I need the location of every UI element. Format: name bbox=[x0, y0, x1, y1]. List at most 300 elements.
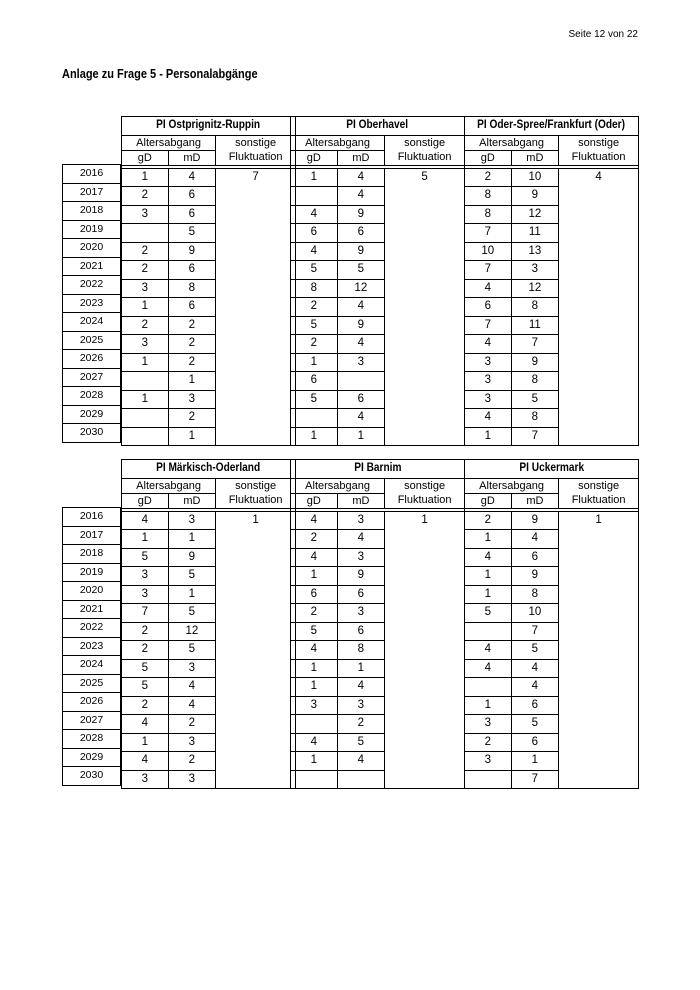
md-cell: 4 bbox=[337, 298, 385, 317]
year-row bbox=[63, 220, 121, 239]
year-cell: 2029 bbox=[63, 748, 121, 767]
md-cell: 7 bbox=[511, 335, 559, 354]
table-row bbox=[465, 187, 639, 206]
header-fluktuation: Fluktuation bbox=[559, 150, 639, 165]
header-md: mD bbox=[337, 493, 385, 508]
page-title: Anlage zu Frage 5 - Personalabgänge bbox=[62, 67, 258, 81]
year-cell: 2030 bbox=[63, 424, 121, 443]
md-cell: 12 bbox=[337, 279, 385, 298]
year-cell: 2019 bbox=[63, 563, 121, 582]
gd-cell: 8 bbox=[465, 187, 512, 206]
unit-table bbox=[290, 459, 465, 789]
unit-name bbox=[122, 117, 296, 136]
table-row bbox=[465, 530, 639, 549]
gd-cell: 4 bbox=[122, 752, 169, 771]
year-row bbox=[63, 582, 121, 601]
fluktuation-cell: 1 bbox=[216, 511, 296, 530]
gd-cell: 3 bbox=[122, 585, 169, 604]
md-cell: 2 bbox=[168, 316, 216, 335]
year-cell: 2021 bbox=[63, 600, 121, 619]
gd-cell: 1 bbox=[291, 678, 338, 697]
gd-cell: 6 bbox=[291, 585, 338, 604]
year-row bbox=[63, 165, 121, 184]
md-cell: 3 bbox=[168, 390, 216, 409]
year-cell: 2026 bbox=[63, 693, 121, 712]
gd-cell bbox=[122, 409, 169, 428]
year-cell: 2016 bbox=[63, 508, 121, 527]
year-column bbox=[62, 164, 121, 443]
md-cell: 4 bbox=[168, 168, 216, 187]
gd-cell bbox=[122, 224, 169, 243]
md-cell: 9 bbox=[168, 242, 216, 261]
gd-cell: 1 bbox=[291, 353, 338, 372]
md-cell: 5 bbox=[168, 567, 216, 586]
year-cell: 2017 bbox=[63, 183, 121, 202]
gd-cell: 3 bbox=[465, 372, 512, 391]
header-altersabgang: Altersabgang bbox=[465, 478, 559, 493]
fluktuation-empty-cell bbox=[216, 530, 296, 789]
gd-cell: 7 bbox=[465, 261, 512, 280]
gd-cell: 1 bbox=[291, 752, 338, 771]
gd-cell: 8 bbox=[291, 279, 338, 298]
year-cell: 2027 bbox=[63, 711, 121, 730]
header-sonstige: sonstige bbox=[559, 135, 639, 150]
unit-table bbox=[121, 116, 296, 446]
gd-cell: 3 bbox=[122, 335, 169, 354]
fluktuation-empty-cell bbox=[559, 530, 639, 789]
md-cell: 1 bbox=[168, 530, 216, 549]
year-row bbox=[63, 637, 121, 656]
year-cell: 2022 bbox=[63, 276, 121, 295]
header-fluktuation: Fluktuation bbox=[385, 493, 465, 508]
fluktuation-empty-cell bbox=[216, 187, 296, 446]
md-cell: 3 bbox=[337, 548, 385, 567]
year-cell: 2027 bbox=[63, 368, 121, 387]
unit-name-text: PI Märkisch-Oderland bbox=[156, 462, 261, 474]
gd-cell: 5 bbox=[291, 622, 338, 641]
gd-cell: 3 bbox=[122, 205, 169, 224]
gd-cell: 8 bbox=[465, 205, 512, 224]
table-row bbox=[465, 168, 639, 187]
md-cell: 4 bbox=[168, 678, 216, 697]
table-row bbox=[122, 187, 296, 206]
md-cell: 8 bbox=[511, 409, 559, 428]
md-cell: 5 bbox=[168, 641, 216, 660]
header-md: mD bbox=[337, 150, 385, 165]
year-row bbox=[63, 350, 121, 369]
year-row bbox=[63, 331, 121, 350]
gd-cell: 4 bbox=[291, 242, 338, 261]
md-cell: 6 bbox=[511, 733, 559, 752]
gd-cell: 2 bbox=[122, 261, 169, 280]
md-cell: 4 bbox=[168, 696, 216, 715]
md-cell: 9 bbox=[511, 511, 559, 530]
fluktuation-cell: 4 bbox=[559, 168, 639, 187]
gd-cell bbox=[122, 427, 169, 446]
gd-cell: 1 bbox=[122, 390, 169, 409]
header-md: mD bbox=[511, 493, 559, 508]
gd-cell bbox=[291, 187, 338, 206]
year-cell: 2026 bbox=[63, 350, 121, 369]
md-cell: 3 bbox=[168, 733, 216, 752]
md-cell: 8 bbox=[511, 298, 559, 317]
year-cell: 2018 bbox=[63, 545, 121, 564]
year-row bbox=[63, 368, 121, 387]
md-cell: 8 bbox=[511, 585, 559, 604]
gd-cell: 2 bbox=[465, 511, 512, 530]
gd-cell: 4 bbox=[291, 511, 338, 530]
gd-cell: 3 bbox=[122, 567, 169, 586]
md-cell: 13 bbox=[511, 242, 559, 261]
md-cell: 5 bbox=[337, 261, 385, 280]
md-cell: 6 bbox=[168, 261, 216, 280]
header-altersabgang: Altersabgang bbox=[465, 135, 559, 150]
md-cell: 1 bbox=[337, 427, 385, 446]
md-cell: 6 bbox=[337, 390, 385, 409]
md-cell: 6 bbox=[168, 205, 216, 224]
header-altersabgang: Altersabgang bbox=[122, 478, 216, 493]
table-block-top bbox=[62, 116, 640, 446]
md-cell: 3 bbox=[168, 659, 216, 678]
md-cell: 5 bbox=[511, 641, 559, 660]
md-cell: 4 bbox=[511, 659, 559, 678]
md-cell bbox=[337, 372, 385, 391]
year-cell: 2016 bbox=[63, 165, 121, 184]
gd-cell: 2 bbox=[291, 530, 338, 549]
md-cell: 4 bbox=[337, 168, 385, 187]
gd-cell: 2 bbox=[122, 187, 169, 206]
gd-cell: 4 bbox=[465, 659, 512, 678]
year-row bbox=[63, 767, 121, 786]
md-cell: 6 bbox=[511, 548, 559, 567]
year-cell: 2023 bbox=[63, 294, 121, 313]
table-row bbox=[122, 530, 296, 549]
year-row bbox=[63, 656, 121, 675]
md-cell: 2 bbox=[168, 353, 216, 372]
md-cell: 3 bbox=[168, 511, 216, 530]
md-cell: 3 bbox=[337, 604, 385, 623]
gd-cell: 4 bbox=[465, 335, 512, 354]
year-cell: 2028 bbox=[63, 730, 121, 749]
gd-cell: 4 bbox=[465, 548, 512, 567]
gd-cell: 4 bbox=[122, 511, 169, 530]
gd-cell bbox=[291, 770, 338, 789]
md-cell: 4 bbox=[337, 335, 385, 354]
md-cell: 7 bbox=[511, 427, 559, 446]
unit-name-text: PI Oberhavel bbox=[346, 119, 409, 131]
gd-cell: 1 bbox=[122, 353, 169, 372]
md-cell: 2 bbox=[337, 715, 385, 734]
year-cell: 2024 bbox=[63, 656, 121, 675]
year-row bbox=[63, 508, 121, 527]
header-gd: gD bbox=[122, 150, 169, 165]
md-cell: 1 bbox=[168, 372, 216, 391]
md-cell: 12 bbox=[511, 205, 559, 224]
gd-cell: 7 bbox=[122, 604, 169, 623]
fluktuation-empty-cell bbox=[385, 530, 465, 789]
gd-cell: 2 bbox=[122, 316, 169, 335]
unit-name bbox=[122, 460, 296, 479]
md-cell: 3 bbox=[337, 696, 385, 715]
md-cell: 4 bbox=[337, 187, 385, 206]
header-gd: gD bbox=[122, 493, 169, 508]
unit-name bbox=[291, 117, 465, 136]
md-cell bbox=[337, 770, 385, 789]
year-cell: 2018 bbox=[63, 202, 121, 221]
header-gd: gD bbox=[465, 150, 512, 165]
unit-name bbox=[465, 460, 639, 479]
gd-cell: 2 bbox=[291, 335, 338, 354]
gd-cell: 1 bbox=[465, 530, 512, 549]
gd-cell: 5 bbox=[122, 678, 169, 697]
gd-cell: 1 bbox=[291, 659, 338, 678]
gd-cell: 1 bbox=[465, 427, 512, 446]
md-cell: 4 bbox=[337, 409, 385, 428]
header-md: mD bbox=[168, 493, 216, 508]
md-cell: 12 bbox=[511, 279, 559, 298]
year-cell: 2020 bbox=[63, 239, 121, 258]
gd-cell: 5 bbox=[122, 548, 169, 567]
unit-name-text: PI Barnim bbox=[353, 462, 402, 474]
gd-cell bbox=[122, 372, 169, 391]
gd-cell: 1 bbox=[122, 298, 169, 317]
gd-cell: 4 bbox=[291, 733, 338, 752]
year-cell: 2024 bbox=[63, 313, 121, 332]
fluktuation-empty-cell bbox=[559, 187, 639, 446]
md-cell: 9 bbox=[511, 567, 559, 586]
unit-table bbox=[464, 116, 639, 446]
year-cell: 2020 bbox=[63, 582, 121, 601]
md-cell: 8 bbox=[168, 279, 216, 298]
gd-cell: 4 bbox=[465, 279, 512, 298]
gd-cell: 2 bbox=[122, 696, 169, 715]
header-altersabgang: Altersabgang bbox=[291, 478, 385, 493]
gd-cell: 1 bbox=[122, 530, 169, 549]
md-cell: 4 bbox=[337, 752, 385, 771]
md-cell: 4 bbox=[511, 678, 559, 697]
md-cell: 9 bbox=[168, 548, 216, 567]
gd-cell: 1 bbox=[291, 168, 338, 187]
year-cell: 2028 bbox=[63, 387, 121, 406]
table-row bbox=[465, 511, 639, 530]
md-cell: 1 bbox=[337, 659, 385, 678]
table-row bbox=[122, 168, 296, 187]
md-cell: 4 bbox=[337, 530, 385, 549]
md-cell: 5 bbox=[511, 390, 559, 409]
unit-name-text: PI Uckermark bbox=[519, 462, 584, 474]
gd-cell: 4 bbox=[465, 641, 512, 660]
gd-cell bbox=[465, 770, 512, 789]
gd-cell: 1 bbox=[465, 567, 512, 586]
gd-cell: 2 bbox=[122, 622, 169, 641]
md-cell: 10 bbox=[511, 604, 559, 623]
year-column bbox=[62, 507, 121, 786]
gd-cell: 5 bbox=[465, 604, 512, 623]
year-row bbox=[63, 183, 121, 202]
md-cell: 4 bbox=[337, 678, 385, 697]
year-cell: 2019 bbox=[63, 220, 121, 239]
header-md: mD bbox=[168, 150, 216, 165]
header-fluktuation: Fluktuation bbox=[559, 493, 639, 508]
unit-table bbox=[290, 116, 465, 446]
fluktuation-cell: 1 bbox=[385, 511, 465, 530]
year-row bbox=[63, 294, 121, 313]
gd-cell: 3 bbox=[465, 353, 512, 372]
md-cell: 6 bbox=[168, 298, 216, 317]
gd-cell: 6 bbox=[465, 298, 512, 317]
gd-cell: 1 bbox=[465, 696, 512, 715]
md-cell: 3 bbox=[337, 511, 385, 530]
year-row bbox=[63, 424, 121, 443]
gd-cell: 1 bbox=[122, 168, 169, 187]
gd-cell: 3 bbox=[122, 770, 169, 789]
gd-cell: 2 bbox=[465, 168, 512, 187]
header-fluktuation: Fluktuation bbox=[216, 493, 296, 508]
md-cell: 2 bbox=[168, 409, 216, 428]
gd-cell: 5 bbox=[291, 390, 338, 409]
year-cell: 2030 bbox=[63, 767, 121, 786]
gd-cell: 2 bbox=[122, 641, 169, 660]
md-cell: 1 bbox=[511, 752, 559, 771]
year-cell: 2029 bbox=[63, 405, 121, 424]
year-row bbox=[63, 405, 121, 424]
fluktuation-cell: 7 bbox=[216, 168, 296, 187]
gd-cell: 3 bbox=[465, 390, 512, 409]
md-cell: 9 bbox=[337, 316, 385, 335]
fluktuation-cell: 1 bbox=[559, 511, 639, 530]
header-altersabgang: Altersabgang bbox=[291, 135, 385, 150]
table-row bbox=[291, 187, 465, 206]
year-cell: 2023 bbox=[63, 637, 121, 656]
md-cell: 11 bbox=[511, 224, 559, 243]
gd-cell: 6 bbox=[291, 224, 338, 243]
gd-cell: 2 bbox=[465, 733, 512, 752]
md-cell: 9 bbox=[337, 205, 385, 224]
fluktuation-empty-cell bbox=[385, 187, 465, 446]
md-cell: 12 bbox=[168, 622, 216, 641]
gd-cell: 5 bbox=[122, 659, 169, 678]
table-row bbox=[291, 168, 465, 187]
md-cell: 3 bbox=[511, 261, 559, 280]
year-row bbox=[63, 619, 121, 638]
table-row bbox=[291, 530, 465, 549]
year-row bbox=[63, 674, 121, 693]
table-row bbox=[122, 511, 296, 530]
header-sonstige: sonstige bbox=[216, 478, 296, 493]
year-row bbox=[63, 748, 121, 767]
md-cell: 10 bbox=[511, 168, 559, 187]
header-gd: gD bbox=[465, 493, 512, 508]
md-cell: 9 bbox=[337, 242, 385, 261]
md-cell: 9 bbox=[511, 187, 559, 206]
gd-cell: 2 bbox=[291, 298, 338, 317]
gd-cell: 5 bbox=[291, 261, 338, 280]
header-sonstige: sonstige bbox=[385, 478, 465, 493]
md-cell: 6 bbox=[168, 187, 216, 206]
header-altersabgang: Altersabgang bbox=[122, 135, 216, 150]
md-cell: 7 bbox=[511, 622, 559, 641]
year-row bbox=[63, 693, 121, 712]
md-cell: 2 bbox=[168, 715, 216, 734]
md-cell: 9 bbox=[511, 353, 559, 372]
gd-cell bbox=[291, 715, 338, 734]
header-fluktuation: Fluktuation bbox=[216, 150, 296, 165]
year-row bbox=[63, 526, 121, 545]
md-cell: 6 bbox=[337, 224, 385, 243]
header-md: mD bbox=[511, 150, 559, 165]
gd-cell: 4 bbox=[291, 548, 338, 567]
gd-cell: 10 bbox=[465, 242, 512, 261]
md-cell: 5 bbox=[168, 604, 216, 623]
md-cell: 8 bbox=[337, 641, 385, 660]
md-cell: 1 bbox=[168, 427, 216, 446]
year-cell: 2025 bbox=[63, 331, 121, 350]
gd-cell bbox=[291, 409, 338, 428]
md-cell: 6 bbox=[337, 585, 385, 604]
unit-name bbox=[291, 460, 465, 479]
year-row bbox=[63, 257, 121, 276]
md-cell: 2 bbox=[168, 335, 216, 354]
unit-table bbox=[121, 459, 296, 789]
gd-cell: 4 bbox=[291, 205, 338, 224]
gd-cell: 2 bbox=[291, 604, 338, 623]
year-row bbox=[63, 563, 121, 582]
md-cell: 7 bbox=[511, 770, 559, 789]
gd-cell: 5 bbox=[291, 316, 338, 335]
page-number: Seite 12 von 22 bbox=[568, 29, 638, 40]
md-cell: 6 bbox=[337, 622, 385, 641]
year-cell: 2022 bbox=[63, 619, 121, 638]
year-cell: 2021 bbox=[63, 257, 121, 276]
header-fluktuation: Fluktuation bbox=[385, 150, 465, 165]
year-row bbox=[63, 313, 121, 332]
table-row bbox=[291, 511, 465, 530]
md-cell: 5 bbox=[168, 224, 216, 243]
header-sonstige: sonstige bbox=[216, 135, 296, 150]
year-row bbox=[63, 387, 121, 406]
md-cell: 6 bbox=[511, 696, 559, 715]
gd-cell: 2 bbox=[122, 242, 169, 261]
gd-cell: 6 bbox=[291, 372, 338, 391]
gd-cell: 4 bbox=[122, 715, 169, 734]
header-gd: gD bbox=[291, 493, 338, 508]
year-row bbox=[63, 600, 121, 619]
year-cell: 2025 bbox=[63, 674, 121, 693]
md-cell: 4 bbox=[511, 530, 559, 549]
unit-name-text: PI Ostprignitz-Ruppin bbox=[156, 119, 261, 131]
table-block-bottom bbox=[62, 459, 640, 789]
year-cell: 2017 bbox=[63, 526, 121, 545]
gd-cell: 3 bbox=[122, 279, 169, 298]
gd-cell: 4 bbox=[465, 409, 512, 428]
gd-cell: 3 bbox=[291, 696, 338, 715]
gd-cell: 1 bbox=[291, 427, 338, 446]
unit-name-text: PI Oder-Spree/Frankfurt (Oder) bbox=[477, 119, 626, 131]
gd-cell: 1 bbox=[122, 733, 169, 752]
gd-cell: 7 bbox=[465, 316, 512, 335]
md-cell: 8 bbox=[511, 372, 559, 391]
md-cell: 5 bbox=[337, 733, 385, 752]
gd-cell: 3 bbox=[465, 752, 512, 771]
header-sonstige: sonstige bbox=[559, 478, 639, 493]
md-cell: 2 bbox=[168, 752, 216, 771]
year-row bbox=[63, 711, 121, 730]
md-cell: 1 bbox=[168, 585, 216, 604]
gd-cell: 1 bbox=[291, 567, 338, 586]
md-cell: 5 bbox=[511, 715, 559, 734]
gd-cell: 3 bbox=[465, 715, 512, 734]
gd-cell: 7 bbox=[465, 224, 512, 243]
